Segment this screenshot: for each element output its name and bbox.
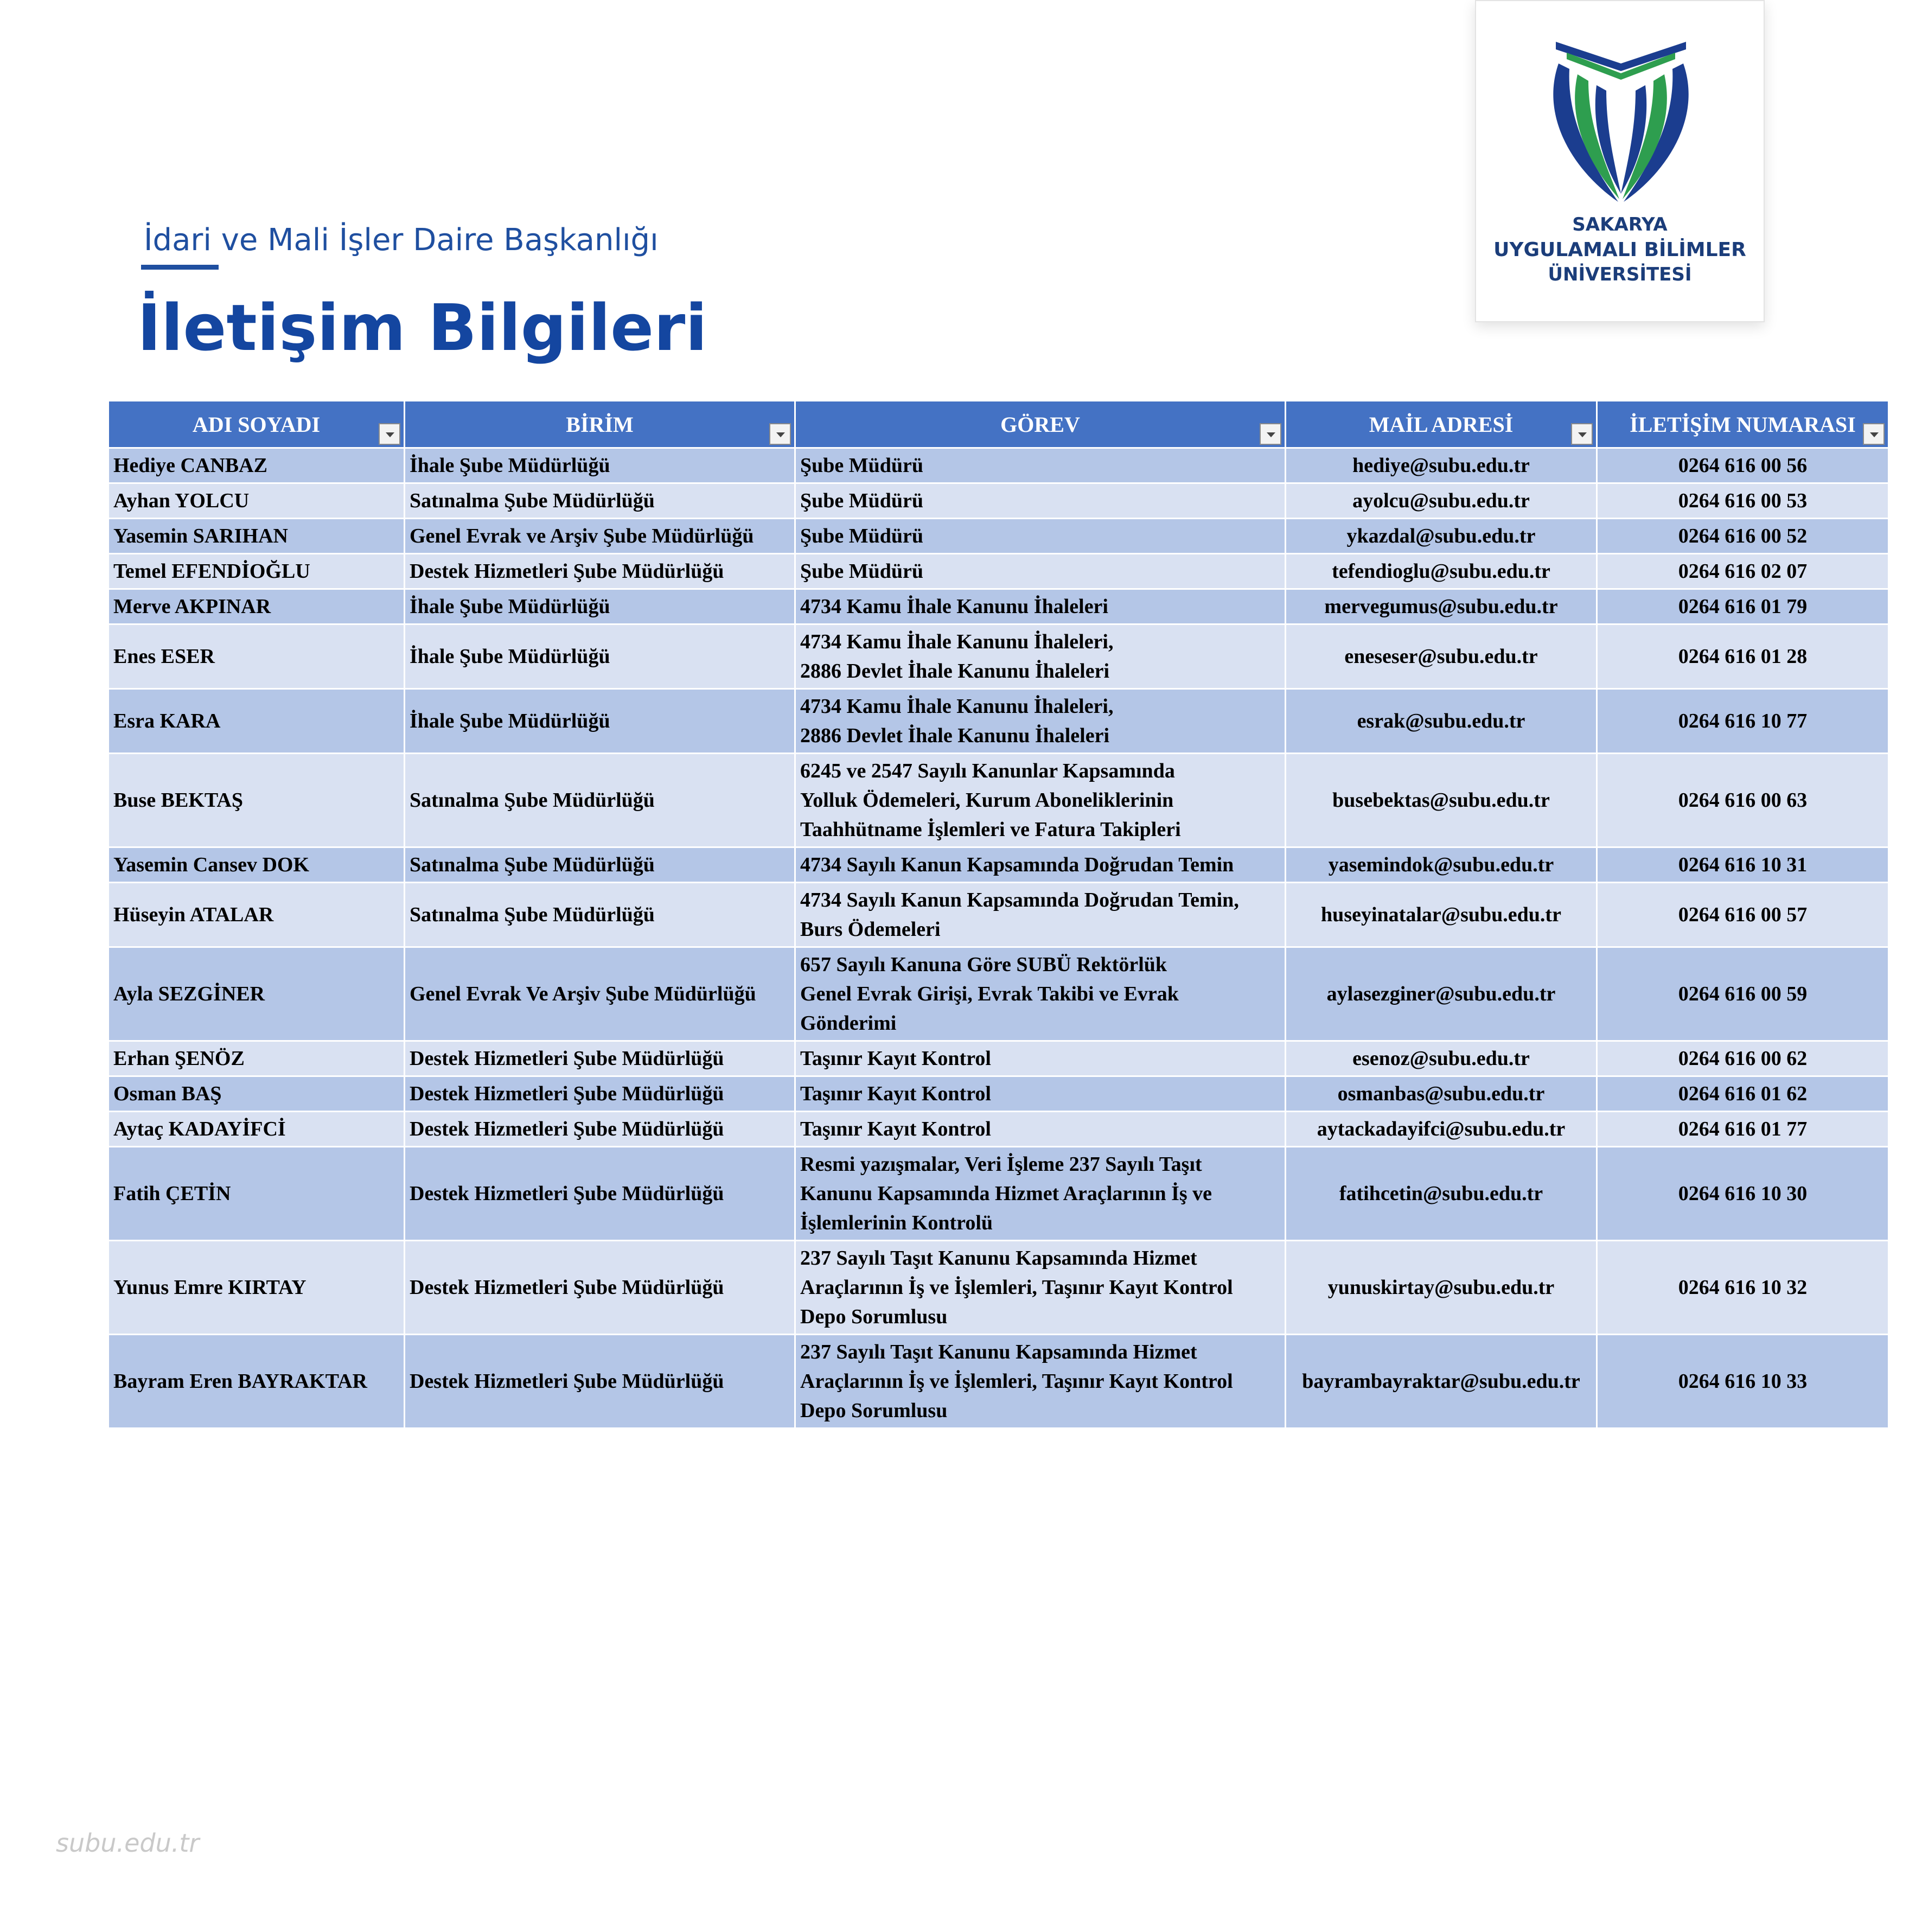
contact-role-cell: [795, 1076, 1286, 1112]
role-line: Yolluk Ödemeleri, Kurum Aboneliklerinin: [800, 789, 1174, 812]
department-subtitle: İdari ve Mali İşler Daire Başkanlığı: [144, 222, 659, 258]
column-header-label: MAİL ADRESİ: [1369, 412, 1514, 437]
column-header-name[interactable]: [108, 401, 405, 448]
contact-unit-cell: Destek Hizmetleri Şube Müdürlüğü: [405, 1335, 795, 1429]
table-row: [108, 483, 1889, 519]
contact-unit-cell: İhale Şube Müdürlüğü: [405, 624, 795, 689]
contact-mail-cell[interactable]: aylasezginer@subu.edu.tr: [1286, 947, 1597, 1041]
footer-website: subu.edu.tr: [56, 1828, 200, 1858]
contact-phone-cell: 0264 616 00 53: [1597, 483, 1889, 519]
contact-phone-cell: 0264 616 01 28: [1597, 624, 1889, 689]
contact-name-cell: Yunus Emre KIRTAY: [108, 1241, 405, 1335]
table-row: [108, 883, 1889, 947]
contact-phone-cell: 0264 616 10 32: [1597, 1241, 1889, 1335]
contacts-table: [107, 400, 1889, 1429]
contact-mail-cell[interactable]: aytackadayifci@subu.edu.tr: [1286, 1112, 1597, 1147]
contact-role-cell: [795, 1112, 1286, 1147]
contact-role-cell: [795, 624, 1286, 689]
contact-name-cell: Fatih ÇETİN: [108, 1147, 405, 1241]
logo-line-1: SAKARYA: [1572, 214, 1668, 235]
contact-mail-cell[interactable]: esrak@subu.edu.tr: [1286, 689, 1597, 754]
role-line: Taşınır Kayıt Kontrol: [800, 1118, 991, 1140]
contact-mail-cell[interactable]: eneseser@subu.edu.tr: [1286, 624, 1597, 689]
contact-unit-cell: Satınalma Şube Müdürlüğü: [405, 483, 795, 519]
contact-name-cell: Aytaç KADAYİFCİ: [108, 1112, 405, 1147]
university-logo: [1475, 0, 1765, 322]
contact-phone-cell: 0264 616 10 77: [1597, 689, 1889, 754]
logo-line-3: ÜNİVERSİTESİ: [1548, 264, 1692, 285]
role-line: 2886 Devlet İhale Kanunu İhaleleri: [800, 724, 1110, 747]
contact-unit-cell: Destek Hizmetleri Şube Müdürlüğü: [405, 1241, 795, 1335]
contact-mail-cell[interactable]: huseyinatalar@subu.edu.tr: [1286, 883, 1597, 947]
contact-unit-cell: Satınalma Şube Müdürlüğü: [405, 883, 795, 947]
filter-dropdown-icon[interactable]: [769, 423, 791, 445]
logo-line-2: UYGULAMALI BİLİMLER: [1493, 239, 1746, 261]
contact-unit-cell: İhale Şube Müdürlüğü: [405, 589, 795, 624]
column-header-unit[interactable]: [405, 401, 795, 448]
contact-role-cell: [795, 483, 1286, 519]
contact-role-cell: [795, 1241, 1286, 1335]
contact-mail-cell[interactable]: ykazdal@subu.edu.tr: [1286, 519, 1597, 554]
contact-role-cell: [795, 1147, 1286, 1241]
table-row: [108, 448, 1889, 483]
role-line: 4734 Kamu İhale Kanunu İhaleleri,: [800, 695, 1114, 718]
contact-phone-cell: 0264 616 00 52: [1597, 519, 1889, 554]
contact-unit-cell: Satınalma Şube Müdürlüğü: [405, 847, 795, 883]
contact-role-cell: [795, 1041, 1286, 1076]
contact-role-cell: [795, 1335, 1286, 1429]
column-header-mail[interactable]: [1286, 401, 1597, 448]
role-line: 4734 Kamu İhale Kanunu İhaleleri,: [800, 630, 1114, 653]
role-line: 237 Sayılı Taşıt Kanunu Kapsamında Hizmet: [800, 1247, 1197, 1270]
contact-unit-cell: Destek Hizmetleri Şube Müdürlüğü: [405, 1147, 795, 1241]
contact-role-cell: [795, 754, 1286, 847]
table-row: [108, 624, 1889, 689]
contact-mail-cell[interactable]: mervegumus@subu.edu.tr: [1286, 589, 1597, 624]
filter-dropdown-icon[interactable]: [1863, 423, 1885, 445]
table-row: [108, 1041, 1889, 1076]
role-line: Taahhütname İşlemleri ve Fatura Takipleri: [800, 818, 1181, 841]
contact-name-cell: Buse BEKTAŞ: [108, 754, 405, 847]
contact-unit-cell: Genel Evrak ve Arşiv Şube Müdürlüğü: [405, 519, 795, 554]
contact-mail-cell[interactable]: yunuskirtay@subu.edu.tr: [1286, 1241, 1597, 1335]
contact-name-cell: Temel EFENDİOĞLU: [108, 554, 405, 589]
table-header-row: [108, 401, 1889, 448]
contact-phone-cell: 0264 616 00 59: [1597, 947, 1889, 1041]
role-line: Taşınır Kayıt Kontrol: [800, 1047, 991, 1070]
contact-phone-cell: 0264 616 01 62: [1597, 1076, 1889, 1112]
contact-unit-cell: İhale Şube Müdürlüğü: [405, 448, 795, 483]
contact-unit-cell: Destek Hizmetleri Şube Müdürlüğü: [405, 1076, 795, 1112]
role-line: Araçlarının İş ve İşlemleri, Taşınır Kayıt Kontrol: [800, 1370, 1233, 1393]
role-line: Taşınır Kayıt Kontrol: [800, 1082, 991, 1105]
table-row: [108, 1147, 1889, 1241]
role-line: Depo Sorumlusu: [800, 1305, 948, 1328]
column-header-label: GÖREV: [1000, 412, 1080, 437]
contact-name-cell: Enes ESER: [108, 624, 405, 689]
role-line: Kanunu Kapsamında Hizmet Araçlarının İş ve: [800, 1182, 1212, 1205]
contact-phone-cell: 0264 616 00 56: [1597, 448, 1889, 483]
contact-role-cell: [795, 589, 1286, 624]
role-line: 237 Sayılı Taşıt Kanunu Kapsamında Hizmet: [800, 1341, 1197, 1363]
contact-unit-cell: Destek Hizmetleri Şube Müdürlüğü: [405, 554, 795, 589]
contact-phone-cell: 0264 616 01 79: [1597, 589, 1889, 624]
role-line: İşlemlerinin Kontrolü: [800, 1212, 993, 1234]
contact-mail-cell[interactable]: bayrambayraktar@subu.edu.tr: [1286, 1335, 1597, 1429]
contact-mail-cell[interactable]: hediye@subu.edu.tr: [1286, 448, 1597, 483]
contact-unit-cell: Destek Hizmetleri Şube Müdürlüğü: [405, 1112, 795, 1147]
table-row: [108, 1112, 1889, 1147]
role-line: Depo Sorumlusu: [800, 1399, 948, 1422]
table-row: [108, 754, 1889, 847]
column-header-role[interactable]: [795, 401, 1286, 448]
table-row: [108, 554, 1889, 589]
role-line: Şube Müdürü: [800, 560, 924, 583]
contact-mail-cell[interactable]: yasemindok@subu.edu.tr: [1286, 847, 1597, 883]
filter-dropdown-icon[interactable]: [1260, 423, 1281, 445]
table-row: [108, 589, 1889, 624]
contact-mail-cell[interactable]: esenoz@subu.edu.tr: [1286, 1041, 1597, 1076]
contact-name-cell: Yasemin SARIHAN: [108, 519, 405, 554]
role-line: Burs Ödemeleri: [800, 918, 941, 941]
contact-mail-cell[interactable]: ayolcu@subu.edu.tr: [1286, 483, 1597, 519]
contact-phone-cell: 0264 616 10 30: [1597, 1147, 1889, 1241]
contact-name-cell: Erhan ŞENÖZ: [108, 1041, 405, 1076]
table-row: [108, 1335, 1889, 1429]
contact-name-cell: Osman BAŞ: [108, 1076, 405, 1112]
role-line: Resmi yazışmalar, Veri İşleme 237 Sayılı Taşıt: [800, 1153, 1202, 1176]
contact-unit-cell: Destek Hizmetleri Şube Müdürlüğü: [405, 1041, 795, 1076]
contact-name-cell: Bayram Eren BAYRAKTAR: [108, 1335, 405, 1429]
filter-dropdown-icon[interactable]: [379, 423, 400, 445]
column-header-label: İLETİŞİM NUMARASI: [1630, 412, 1856, 437]
table-row: [108, 1076, 1889, 1112]
contact-name-cell: Esra KARA: [108, 689, 405, 754]
contact-phone-cell: 0264 616 02 07: [1597, 554, 1889, 589]
contact-name-cell: Ayhan YOLCU: [108, 483, 405, 519]
contact-unit-cell: İhale Şube Müdürlüğü: [405, 689, 795, 754]
role-line: 2886 Devlet İhale Kanunu İhaleleri: [800, 660, 1110, 683]
role-line: Şube Müdürü: [800, 489, 924, 512]
role-line: Şube Müdürü: [800, 454, 924, 477]
contact-name-cell: Hediye CANBAZ: [108, 448, 405, 483]
tulip-logo-icon: [1537, 31, 1705, 205]
role-line: 657 Sayılı Kanuna Göre SUBÜ Rektörlük: [800, 953, 1167, 976]
role-line: Şube Müdürü: [800, 525, 924, 547]
role-line: 4734 Sayılı Kanun Kapsamında Doğrudan Temin,: [800, 889, 1239, 911]
filter-dropdown-icon[interactable]: [1571, 423, 1593, 445]
role-line: 4734 Sayılı Kanun Kapsamında Doğrudan Temin: [800, 853, 1234, 876]
role-line: Gönderimi: [800, 1012, 897, 1035]
subtitle-accent-bar: [141, 265, 219, 270]
contact-role-cell: [795, 448, 1286, 483]
contact-role-cell: [795, 883, 1286, 947]
contact-mail-cell[interactable]: fatihcetin@subu.edu.tr: [1286, 1147, 1597, 1241]
column-header-label: BİRİM: [566, 412, 634, 437]
role-line: 4734 Kamu İhale Kanunu İhaleleri: [800, 595, 1108, 618]
table-row: [108, 1241, 1889, 1335]
contact-role-cell: [795, 947, 1286, 1041]
column-header-phone[interactable]: [1597, 401, 1889, 448]
contact-mail-cell[interactable]: busebektas@subu.edu.tr: [1286, 754, 1597, 847]
table-row: [108, 847, 1889, 883]
role-line: Genel Evrak Girişi, Evrak Takibi ve Evrak: [800, 983, 1179, 1005]
contact-role-cell: [795, 689, 1286, 754]
table-row: [108, 519, 1889, 554]
table-body: [108, 448, 1889, 1429]
contact-role-cell: [795, 847, 1286, 883]
contact-name-cell: Merve AKPINAR: [108, 589, 405, 624]
contact-role-cell: [795, 554, 1286, 589]
contact-phone-cell: 0264 616 00 62: [1597, 1041, 1889, 1076]
role-line: 6245 ve 2547 Sayılı Kanunlar Kapsamında: [800, 760, 1175, 782]
contact-mail-cell[interactable]: tefendioglu@subu.edu.tr: [1286, 554, 1597, 589]
contact-unit-cell: Satınalma Şube Müdürlüğü: [405, 754, 795, 847]
contact-phone-cell: 0264 616 01 77: [1597, 1112, 1889, 1147]
contact-phone-cell: 0264 616 00 63: [1597, 754, 1889, 847]
contact-role-cell: [795, 519, 1286, 554]
contact-name-cell: Ayla SEZGİNER: [108, 947, 405, 1041]
page-title: İletişim Bilgileri: [137, 290, 707, 365]
table-row: [108, 689, 1889, 754]
column-header-label: ADI SOYADI: [192, 412, 321, 437]
contact-phone-cell: 0264 616 10 33: [1597, 1335, 1889, 1429]
contact-phone-cell: 0264 616 00 57: [1597, 883, 1889, 947]
contact-mail-cell[interactable]: osmanbas@subu.edu.tr: [1286, 1076, 1597, 1112]
contact-name-cell: Yasemin Cansev DOK: [108, 847, 405, 883]
contact-unit-cell: Genel Evrak Ve Arşiv Şube Müdürlüğü: [405, 947, 795, 1041]
role-line: Araçlarının İş ve İşlemleri, Taşınır Kayıt Kontrol: [800, 1276, 1233, 1299]
contact-name-cell: Hüseyin ATALAR: [108, 883, 405, 947]
table-row: [108, 947, 1889, 1041]
contact-phone-cell: 0264 616 10 31: [1597, 847, 1889, 883]
